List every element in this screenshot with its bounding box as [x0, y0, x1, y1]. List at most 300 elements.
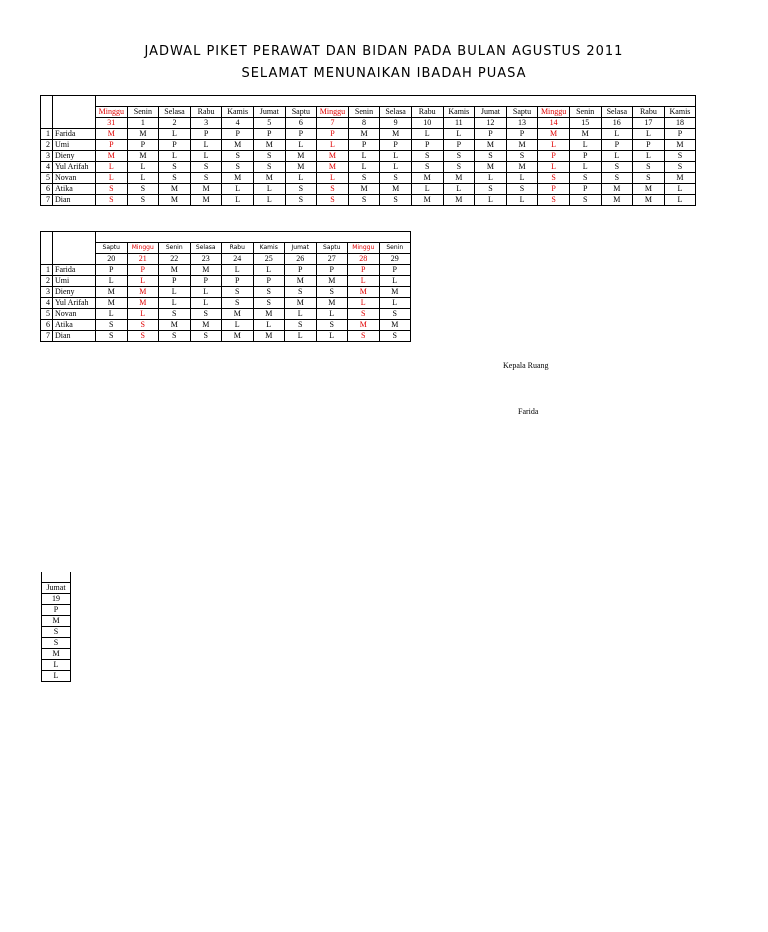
shift-cell: L: [285, 331, 317, 342]
day-name: Jumat: [253, 107, 285, 118]
shift-cell: L: [127, 162, 159, 173]
shift-cell: L: [601, 151, 633, 162]
day-name: Rabu: [633, 107, 665, 118]
shift-cell: M: [411, 173, 443, 184]
date-cell: 7: [317, 118, 349, 129]
shift-cell: M: [380, 184, 412, 195]
shift-cell: P: [569, 151, 601, 162]
shift-cell: S: [127, 320, 159, 331]
shift-cell: S: [190, 331, 222, 342]
shift-cell: S: [159, 331, 191, 342]
shift-cell: L: [538, 162, 570, 173]
shift-cell: P: [538, 151, 570, 162]
table-row: [42, 638, 71, 649]
shift-cell: P: [348, 265, 380, 276]
shift-cell: L: [127, 309, 159, 320]
shift-cell: L: [601, 129, 633, 140]
staff-name: Yul Arifah: [53, 298, 96, 309]
date-cell: 11: [443, 118, 475, 129]
table-row: [41, 287, 411, 298]
row-number: 4: [41, 298, 53, 309]
shift-cell: M: [42, 649, 71, 660]
staff-name: Atika: [53, 184, 96, 195]
shift-cell: L: [222, 265, 254, 276]
shift-cell: L: [411, 129, 443, 140]
shift-cell: M: [285, 162, 317, 173]
shift-cell: M: [443, 173, 475, 184]
shift-cell: M: [379, 320, 411, 331]
shift-cell: M: [222, 309, 254, 320]
date-cell: 23: [190, 254, 222, 265]
day-name: Selasa: [601, 107, 633, 118]
shift-cell: P: [506, 129, 538, 140]
table-row: [42, 627, 71, 638]
shift-cell: P: [42, 605, 71, 616]
table-row: [41, 265, 411, 276]
table-row: [42, 660, 71, 671]
shift-cell: M: [159, 320, 191, 331]
day-name: Kamis: [253, 243, 285, 254]
shift-cell: S: [159, 173, 191, 184]
shift-cell: M: [127, 287, 159, 298]
shift-cell: L: [316, 309, 348, 320]
shift-cell: L: [633, 151, 665, 162]
shift-cell: L: [42, 660, 71, 671]
shift-cell: M: [379, 287, 411, 298]
date-cell: 16: [601, 118, 633, 129]
shift-cell: S: [475, 184, 507, 195]
header-row: [41, 232, 411, 243]
date-cell: 29: [379, 254, 411, 265]
date-cell: 31: [96, 118, 128, 129]
shift-cell: S: [42, 638, 71, 649]
shift-cell: M: [127, 129, 159, 140]
staff-name: Novan: [53, 309, 96, 320]
shift-cell: S: [380, 195, 412, 206]
schedule-table-1: [40, 95, 696, 206]
date-cell: 24: [222, 254, 254, 265]
shift-cell: M: [96, 298, 128, 309]
shift-cell: S: [253, 287, 285, 298]
shift-cell: L: [96, 309, 128, 320]
date-cell: 4: [222, 118, 254, 129]
day-name: Jumat: [285, 243, 317, 254]
row-number: 5: [41, 173, 53, 184]
shift-cell: S: [253, 151, 285, 162]
shift-cell: S: [190, 162, 222, 173]
table-row: [41, 151, 696, 162]
shift-cell: L: [222, 320, 254, 331]
shift-cell: P: [190, 129, 222, 140]
signature-name: Farida: [518, 407, 539, 416]
shift-cell: P: [317, 129, 349, 140]
shift-cell: S: [285, 184, 317, 195]
shift-cell: M: [42, 616, 71, 627]
staff-name: Umi: [53, 276, 96, 287]
shift-cell: S: [664, 151, 696, 162]
day-row: [41, 243, 411, 254]
shift-cell: L: [253, 184, 285, 195]
shift-cell: S: [285, 287, 317, 298]
shift-cell: M: [285, 151, 317, 162]
shift-cell: P: [569, 184, 601, 195]
shift-cell: S: [96, 184, 128, 195]
shift-cell: L: [190, 298, 222, 309]
shift-cell: L: [379, 298, 411, 309]
shift-cell: L: [96, 162, 128, 173]
day-name: Minggu: [538, 107, 570, 118]
shift-cell: M: [506, 140, 538, 151]
shift-cell: S: [317, 184, 349, 195]
shift-cell: S: [253, 162, 285, 173]
shift-cell: S: [127, 195, 159, 206]
header-no: [41, 232, 53, 265]
shift-cell: S: [317, 195, 349, 206]
shift-cell: M: [601, 184, 633, 195]
shift-cell: M: [601, 195, 633, 206]
shift-cell: S: [348, 195, 380, 206]
staff-name: Farida: [53, 265, 96, 276]
shift-cell: L: [411, 184, 443, 195]
shift-cell: S: [506, 184, 538, 195]
staff-name: Dieny: [53, 151, 96, 162]
shift-cell: S: [348, 173, 380, 184]
date-cell: 18: [664, 118, 696, 129]
header-nama: [53, 96, 96, 129]
shift-cell: P: [253, 129, 285, 140]
shift-cell: M: [222, 140, 254, 151]
shift-cell: P: [190, 276, 222, 287]
header-nama: [53, 232, 96, 265]
shift-cell: P: [285, 129, 317, 140]
table-row: [41, 140, 696, 151]
shift-cell: M: [222, 331, 254, 342]
row-number: 2: [41, 276, 53, 287]
date-cell: 10: [411, 118, 443, 129]
shift-cell: S: [380, 173, 412, 184]
shift-cell: S: [569, 195, 601, 206]
shift-cell: M: [190, 265, 222, 276]
table-row: [41, 298, 411, 309]
day-name: Saptu: [506, 107, 538, 118]
table-row: [41, 129, 696, 140]
shift-cell: S: [159, 162, 191, 173]
shift-cell: L: [159, 298, 191, 309]
page-subtitle: SELAMAT MENUNAIKAN IBADAH PUASA: [241, 66, 527, 81]
shift-cell: L: [664, 195, 696, 206]
shift-cell: P: [222, 276, 254, 287]
date-cell: 20: [96, 254, 128, 265]
shift-cell: P: [664, 129, 696, 140]
date-cell: 19: [42, 594, 71, 605]
shift-cell: M: [538, 129, 570, 140]
shift-cell: P: [443, 140, 475, 151]
shift-cell: L: [159, 151, 191, 162]
table-row: [41, 173, 696, 184]
day-name: Kamis: [443, 107, 475, 118]
shift-cell: P: [380, 140, 412, 151]
shift-cell: M: [475, 162, 507, 173]
shift-cell: S: [506, 151, 538, 162]
staff-name: Atika: [53, 320, 96, 331]
shift-cell: S: [664, 162, 696, 173]
shift-cell: S: [190, 173, 222, 184]
date-cell: 28: [348, 254, 380, 265]
shift-cell: L: [569, 162, 601, 173]
shift-cell: L: [159, 129, 191, 140]
shift-cell: L: [506, 173, 538, 184]
shift-cell: M: [253, 309, 285, 320]
schedule-table-3: [41, 572, 71, 682]
row-number: 6: [41, 320, 53, 331]
shift-cell: L: [633, 129, 665, 140]
shift-cell: S: [222, 298, 254, 309]
day-name: Senin: [379, 243, 411, 254]
shift-cell: S: [285, 320, 317, 331]
day-name: Saptu: [96, 243, 128, 254]
shift-cell: M: [569, 129, 601, 140]
row-number: 3: [41, 287, 53, 298]
date-row: [41, 118, 696, 129]
date-cell: 8: [348, 118, 380, 129]
shift-cell: P: [253, 276, 285, 287]
shift-cell: M: [253, 331, 285, 342]
shift-cell: L: [317, 140, 349, 151]
table-row: [41, 331, 411, 342]
shift-cell: M: [253, 173, 285, 184]
shift-cell: P: [316, 265, 348, 276]
shift-cell: S: [475, 151, 507, 162]
table-row: [41, 184, 696, 195]
table-row: [42, 649, 71, 660]
shift-cell: M: [348, 184, 380, 195]
table-row: [41, 276, 411, 287]
row-number: 2: [41, 140, 53, 151]
shift-cell: S: [569, 173, 601, 184]
day-name: Saptu: [285, 107, 317, 118]
shift-cell: L: [538, 140, 570, 151]
row-number: 7: [41, 331, 53, 342]
table-row: [41, 162, 696, 173]
shift-cell: L: [159, 287, 191, 298]
shift-cell: M: [96, 151, 128, 162]
shift-cell: L: [190, 151, 222, 162]
shift-cell: P: [96, 265, 128, 276]
shift-cell: L: [569, 140, 601, 151]
shift-cell: L: [379, 276, 411, 287]
date-cell: 6: [285, 118, 317, 129]
shift-cell: P: [127, 140, 159, 151]
shift-cell: P: [411, 140, 443, 151]
header-row: [41, 96, 696, 107]
date-cell: 25: [253, 254, 285, 265]
shift-cell: L: [222, 184, 254, 195]
day-name: Senin: [348, 107, 380, 118]
staff-name: Novan: [53, 173, 96, 184]
header-no: [41, 96, 53, 129]
shift-cell: S: [601, 173, 633, 184]
shift-cell: L: [475, 195, 507, 206]
day-name: Selasa: [380, 107, 412, 118]
shift-cell: L: [506, 195, 538, 206]
day-name: Minggu: [127, 243, 159, 254]
table-row: [42, 605, 71, 616]
shift-cell: M: [127, 298, 159, 309]
shift-cell: P: [601, 140, 633, 151]
day-name: Selasa: [159, 107, 191, 118]
shift-cell: M: [411, 195, 443, 206]
shift-cell: L: [475, 173, 507, 184]
shift-cell: M: [285, 298, 317, 309]
staff-name: Dieny: [53, 287, 96, 298]
shift-cell: L: [96, 276, 128, 287]
table-row: [42, 671, 71, 682]
shift-cell: S: [316, 287, 348, 298]
shift-cell: M: [506, 162, 538, 173]
row-number: 6: [41, 184, 53, 195]
shift-cell: L: [253, 320, 285, 331]
row-number: 5: [41, 309, 53, 320]
day-name: Jumat: [42, 583, 71, 594]
shift-cell: M: [633, 184, 665, 195]
shift-cell: S: [222, 162, 254, 173]
table-row: [42, 616, 71, 627]
shift-cell: L: [127, 276, 159, 287]
shift-cell: L: [443, 129, 475, 140]
shift-cell: L: [253, 265, 285, 276]
day-name: Rabu: [190, 107, 222, 118]
row-number: 4: [41, 162, 53, 173]
shift-cell: L: [317, 173, 349, 184]
shift-cell: M: [159, 265, 191, 276]
row-number: 7: [41, 195, 53, 206]
signature-role: Kepala Ruang: [503, 361, 549, 370]
shift-cell: S: [443, 162, 475, 173]
day-name: Kamis: [222, 107, 254, 118]
shift-cell: M: [348, 287, 380, 298]
day-name: Senin: [569, 107, 601, 118]
shift-cell: P: [633, 140, 665, 151]
shift-cell: L: [285, 173, 317, 184]
shift-cell: S: [538, 173, 570, 184]
shift-cell: S: [127, 184, 159, 195]
shift-cell: S: [633, 173, 665, 184]
shift-cell: L: [222, 195, 254, 206]
shift-cell: S: [96, 195, 128, 206]
shift-cell: M: [316, 276, 348, 287]
shift-cell: P: [159, 140, 191, 151]
date-cell: 5: [253, 118, 285, 129]
shift-cell: M: [475, 140, 507, 151]
shift-cell: P: [379, 265, 411, 276]
shift-cell: P: [348, 140, 380, 151]
shift-cell: S: [190, 309, 222, 320]
shift-cell: S: [411, 151, 443, 162]
shift-cell: M: [664, 173, 696, 184]
shift-cell: L: [380, 162, 412, 173]
day-name: Minggu: [96, 107, 128, 118]
date-cell: 26: [285, 254, 317, 265]
shift-cell: S: [379, 331, 411, 342]
day-row: [41, 107, 696, 118]
schedule-table-2: [40, 231, 411, 342]
shift-cell: L: [348, 151, 380, 162]
shift-cell: L: [664, 184, 696, 195]
day-name: Jumat: [475, 107, 507, 118]
shift-cell: P: [285, 265, 317, 276]
day-name: Senin: [159, 243, 191, 254]
shift-cell: S: [316, 320, 348, 331]
shift-cell: S: [443, 151, 475, 162]
shift-cell: S: [96, 331, 128, 342]
row-number: 3: [41, 151, 53, 162]
shift-cell: S: [379, 309, 411, 320]
shift-cell: M: [222, 173, 254, 184]
shift-cell: M: [190, 320, 222, 331]
shift-cell: M: [443, 195, 475, 206]
staff-name: Yul Arifah: [53, 162, 96, 173]
day-name: Selasa: [190, 243, 222, 254]
shift-cell: M: [633, 195, 665, 206]
blank-cell: [42, 572, 71, 583]
staff-name: Dian: [53, 331, 96, 342]
shift-cell: M: [159, 195, 191, 206]
shift-cell: M: [96, 287, 128, 298]
shift-cell: M: [190, 184, 222, 195]
row-number: 1: [41, 129, 53, 140]
shift-cell: L: [127, 173, 159, 184]
shift-cell: P: [222, 129, 254, 140]
shift-cell: L: [443, 184, 475, 195]
date-cell: 22: [159, 254, 191, 265]
date-cell: 9: [380, 118, 412, 129]
shift-cell: M: [317, 151, 349, 162]
shift-cell: M: [317, 162, 349, 173]
table-row: [41, 309, 411, 320]
header-tanggal: [96, 96, 696, 107]
staff-name: Dian: [53, 195, 96, 206]
shift-cell: M: [664, 140, 696, 151]
date-cell: 13: [506, 118, 538, 129]
shift-cell: S: [159, 309, 191, 320]
shift-cell: P: [127, 265, 159, 276]
shift-cell: L: [285, 309, 317, 320]
page-title: JADWAL PIKET PERAWAT DAN BIDAN PADA BULAN AGUSTUS 2011: [144, 44, 624, 59]
header-tanggal: [96, 232, 411, 243]
shift-cell: M: [127, 151, 159, 162]
shift-cell: L: [348, 276, 380, 287]
shift-cell: P: [96, 140, 128, 151]
shift-cell: S: [42, 627, 71, 638]
shift-cell: L: [348, 162, 380, 173]
shift-cell: S: [601, 162, 633, 173]
day-name: Rabu: [411, 107, 443, 118]
shift-cell: L: [96, 173, 128, 184]
date-row: [41, 254, 411, 265]
day-name: Kamis: [664, 107, 696, 118]
staff-name: Farida: [53, 129, 96, 140]
shift-cell: M: [253, 140, 285, 151]
shift-cell: S: [96, 320, 128, 331]
shift-cell: S: [127, 331, 159, 342]
date-cell: 15: [569, 118, 601, 129]
shift-cell: M: [159, 184, 191, 195]
date-cell: 14: [538, 118, 570, 129]
day-name: Saptu: [316, 243, 348, 254]
shift-cell: L: [285, 140, 317, 151]
shift-cell: S: [222, 287, 254, 298]
shift-cell: S: [348, 331, 380, 342]
